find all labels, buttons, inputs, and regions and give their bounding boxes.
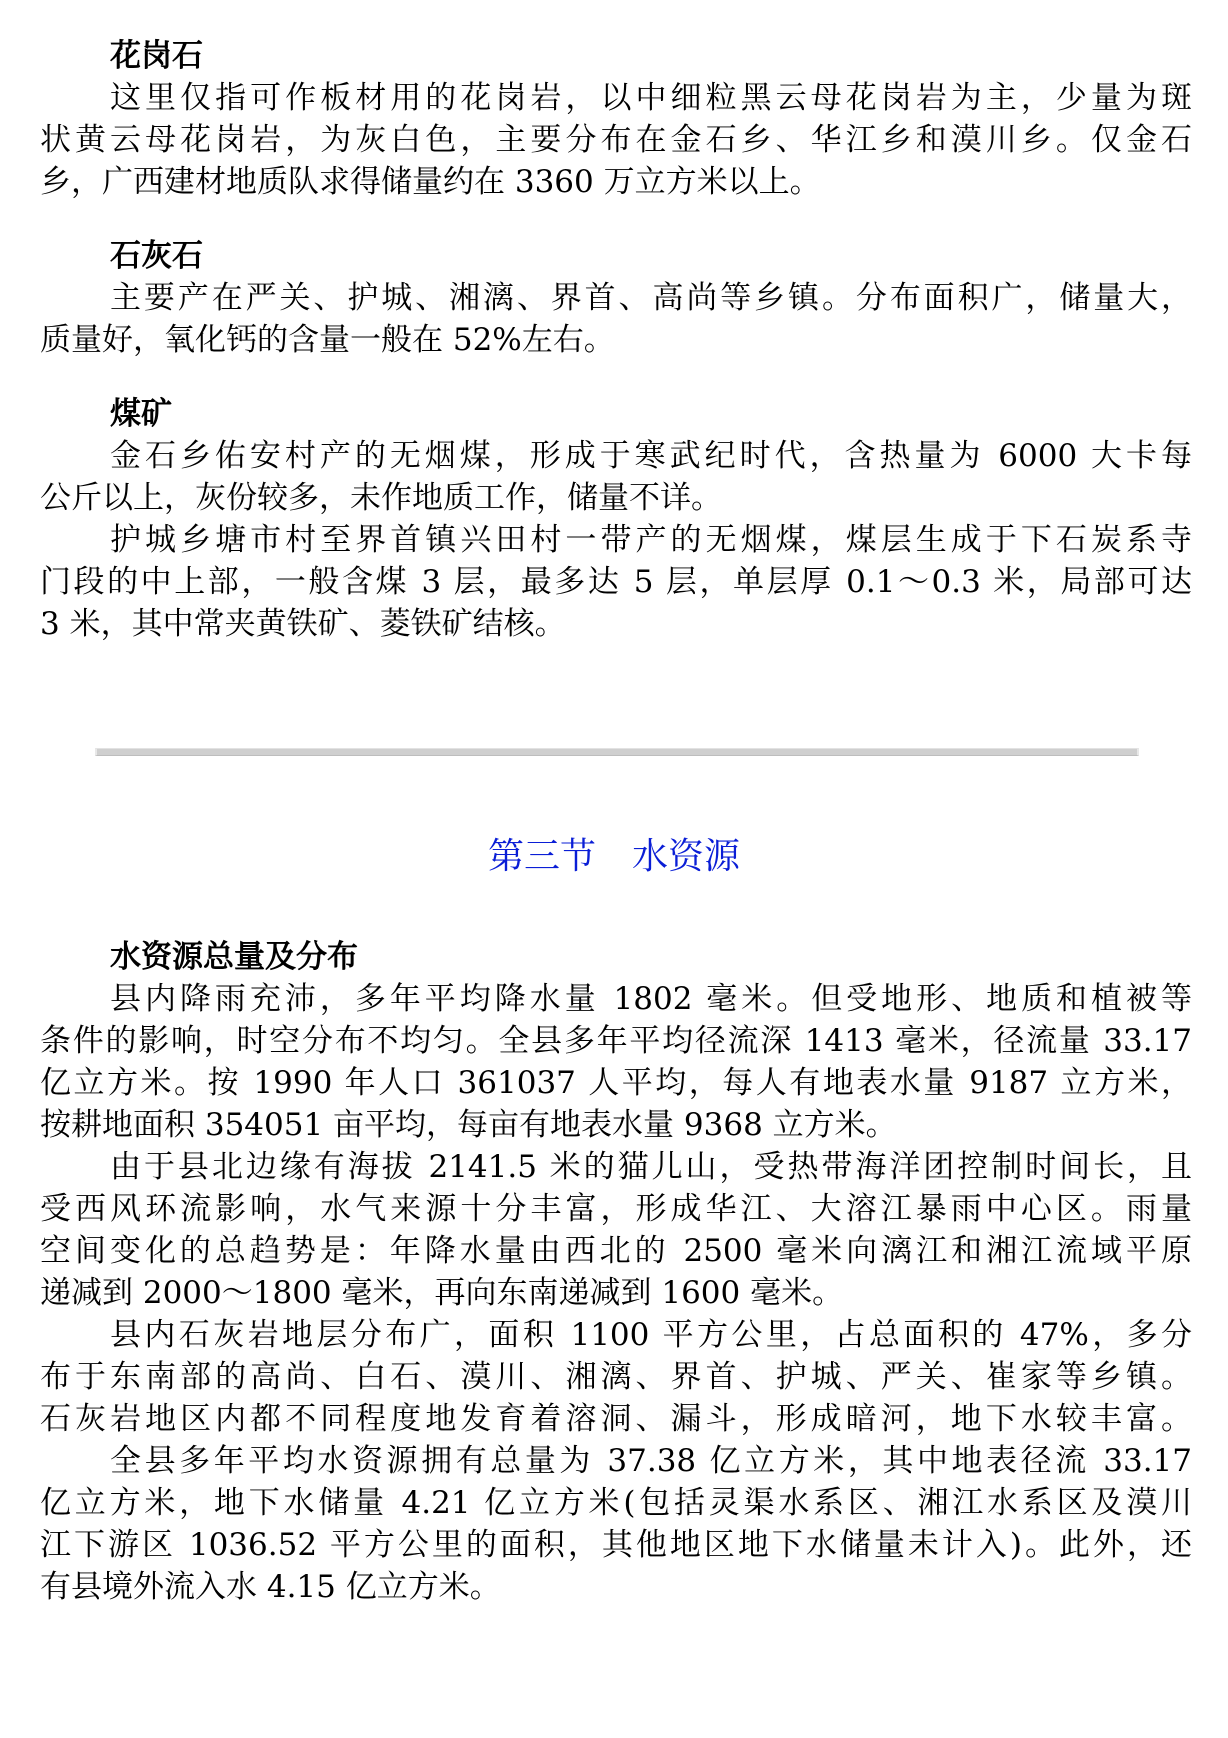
paragraph-line: 乡，广西建材地质队求得储量约在 3360 万立方米以上。 [40,164,821,200]
paragraph-line: 全县多年平均水资源拥有总量为 37.38 亿立方米，其中地表径流 33.17 [110,1443,1192,1479]
paragraph-line: 由于县北边缘有海拔 2141.5 米的猫儿山，受热带海洋团控制时间长，且 [110,1149,1192,1185]
paragraph-line: 空间变化的总趋势是：年降水量由西北的 2500 毫米向漓江和湘江流域平原 [40,1233,1192,1269]
section-title: 第三节 水资源 [487,836,740,877]
paragraph-line: 这里仅指可作板材用的花岗岩，以中细粒黑云母花岗岩为主，少量为斑 [110,80,1192,116]
paragraph-line: 亿立方米，地下水储量 4.21 亿立方米(包括灵渠水系区、湘江水系区及漠川 [40,1485,1192,1521]
paragraph-line: 条件的影响，时空分布不均匀。全县多年平均径流深 1413 毫米，径流量 33.17 [40,1023,1192,1059]
paragraph-line: 县内石灰岩地层分布广，面积 1100 平方公里，占总面积的 47%，多分 [110,1317,1192,1353]
subheading-limestone: 石灰石 [110,238,203,274]
paragraph-line: 江下游区 1036.52 平方公里的面积，其他地区地下水储量未计入)。此外，还 [40,1527,1192,1563]
paragraph-line: 有县境外流入水 4.15 亿立方米。 [40,1569,501,1605]
section-divider [95,748,1139,756]
paragraph-line: 石灰岩地区内都不同程度地发育着溶洞、漏斗，形成暗河，地下水较丰富。 [40,1401,1192,1437]
paragraph-line: 主要产在严关、护城、湘漓、界首、高尚等乡镇。分布面积广，储量大， [110,280,1192,316]
paragraph-line: 3 米，其中常夹黄铁矿、菱铁矿结核。 [40,606,566,642]
paragraph-line: 质量好，氧化钙的含量一般在 52%左右。 [40,322,615,358]
subheading-granite: 花岗石 [110,38,203,74]
paragraph-line: 按耕地面积 354051 亩平均，每亩有地表水量 9368 立方米。 [40,1107,897,1143]
paragraph-line: 金石乡佑安村产的无烟煤，形成于寒武纪时代，含热量为 6000 大卡每 [110,438,1192,474]
paragraph-line: 护城乡塘市村至界首镇兴田村一带产的无烟煤，煤层生成于下石炭系寺 [110,522,1192,558]
paragraph-line: 亿立方米。按 1990 年人口 361037 人平均，每人有地表水量 9187 立方米， [40,1065,1192,1101]
subheading-coal: 煤矿 [110,396,172,432]
paragraph-line: 状黄云母花岗岩，为灰白色，主要分布在金石乡、华江乡和漠川乡。仅金石 [40,122,1192,158]
paragraph-line: 受西风环流影响，水气来源十分丰富，形成华江、大溶江暴雨中心区。雨量 [40,1191,1192,1227]
subheading-water-total: 水资源总量及分布 [110,939,358,975]
paragraph-line: 递减到 2000～1800 毫米，再向东南递减到 1600 毫米。 [40,1275,844,1311]
paragraph-line: 布于东南部的高尚、白石、漠川、湘漓、界首、护城、严关、崔家等乡镇。 [40,1359,1192,1395]
paragraph-line: 门段的中上部，一般含煤 3 层，最多达 5 层，单层厚 0.1～0.3 米，局部可达 [40,564,1192,600]
paragraph-line: 县内降雨充沛，多年平均降水量 1802 毫米。但受地形、地质和植被等 [110,981,1192,1017]
paragraph-line: 公斤以上，灰份较多，未作地质工作，储量不详。 [40,480,722,516]
